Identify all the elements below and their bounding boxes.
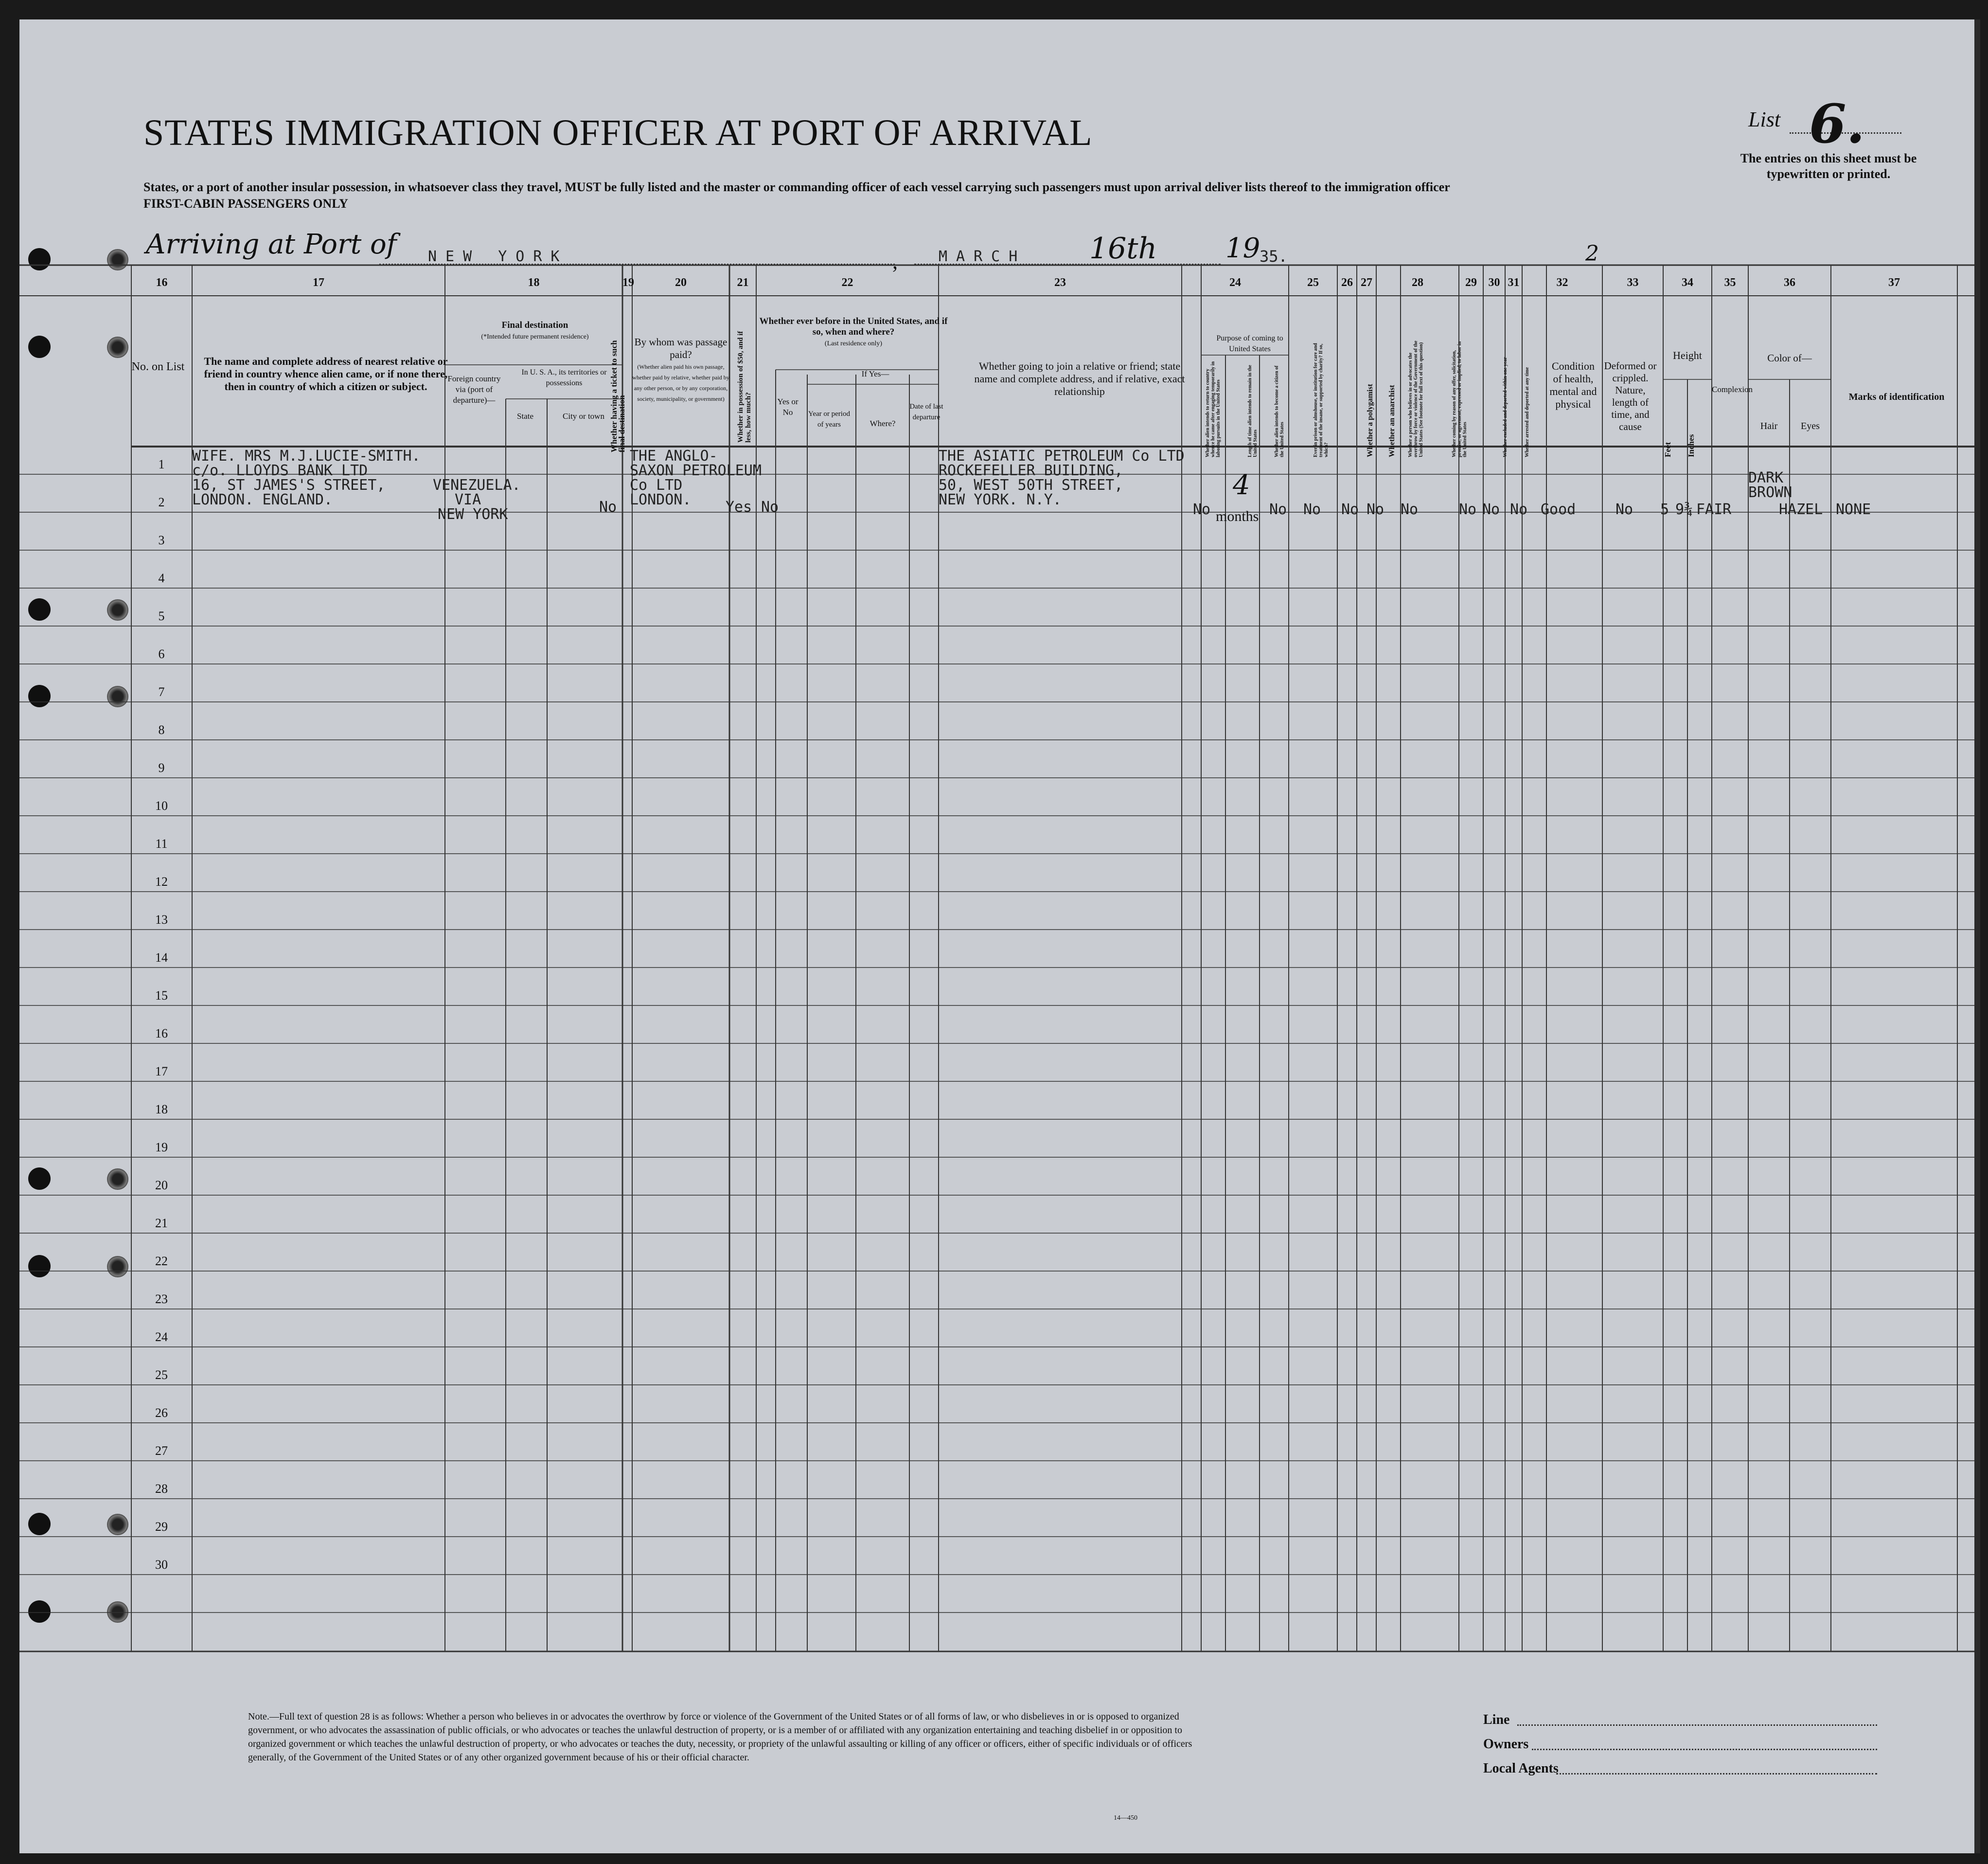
column-number: 36 [1784, 276, 1795, 289]
header-feet: Feet [1663, 442, 1672, 457]
entry-purpose-return: No [1193, 501, 1211, 518]
entry-join-line: NEW YORK. N.Y. [939, 491, 1062, 508]
entry-marks: NONE [1836, 501, 1871, 518]
row-number: 25 [155, 1368, 168, 1382]
row-number: 30 [155, 1558, 168, 1572]
row-number: 28 [155, 1482, 168, 1496]
header-prison: Ever in prison or almshouse, or institution for care and treatment of the insane, or supported by charity? If so, which? [1313, 343, 1329, 457]
entry-hair-line: DARK [1748, 469, 1784, 486]
row-number: 20 [155, 1178, 168, 1192]
passenger-class: FIRST-CABIN PASSENGERS ONLY [143, 197, 348, 211]
column-number: 21 [737, 276, 749, 289]
entry-paid-line: Co LTD [630, 477, 683, 494]
entry-join-line: THE ASIATIC PETROLEUM Co LTD [939, 448, 1185, 465]
day-value: 16th [1089, 232, 1157, 266]
row-number: 1 [158, 457, 165, 471]
row-number: 22 [155, 1254, 168, 1268]
row-number: 19 [155, 1140, 168, 1154]
port-value: NEW YORK [428, 248, 568, 265]
list-number: 6. [1809, 92, 1865, 155]
entries-note: The entries on this sheet must be typewritten or printed. [1740, 151, 1917, 181]
row-number: 14 [155, 950, 168, 965]
header-deformed: Deformed or crippled. Nature, length of time, and cause [1604, 360, 1657, 432]
manifest-sheet [19, 19, 1980, 1853]
row-number: 11 [155, 837, 168, 851]
entry-foreign-line: VIA [455, 491, 481, 508]
row-number: 10 [155, 799, 168, 813]
agents-dots [1556, 1773, 1877, 1774]
header-overthrow: Whether a person who believes in or advocates the overthrow by force or violence of the Government of the United States (See footnote for full text of this question) [1408, 341, 1424, 457]
column-number: 35 [1724, 276, 1736, 289]
row-number: 13 [155, 913, 168, 927]
header-foreign-country: Foreign country via (port of departure)— [447, 374, 501, 405]
entry-citizen: No [1269, 501, 1287, 518]
entry-feet: 5 [1660, 501, 1669, 518]
row-number: 24 [155, 1330, 168, 1344]
header-join-relative: Whether going to join a relative or friend; state name and complete address, and if relative, exact relationship [974, 360, 1185, 397]
year-suffix: 35. [1260, 247, 1288, 266]
entry-ticket: No [599, 499, 617, 516]
header-purpose: Purpose of coming to United States [1216, 334, 1283, 353]
entry-join-line: ROCKEFELLER BUILDING, [939, 462, 1123, 479]
row-number: 8 [158, 723, 165, 737]
entry-relative-line: LONDON. ENGLAND. [192, 491, 333, 508]
entry-relative-line: WIFE. MRS M.J.LUCIE-SMITH. [192, 448, 421, 465]
row-number: 9 [158, 761, 165, 775]
passage-note: (Whether alien paid his own passage, whether paid by relative, whether paid by any other person, or by any corporation, society, municipality, or government) [632, 363, 729, 402]
entry-inches: 9¾ [1675, 501, 1693, 518]
header-state: State [517, 412, 533, 421]
table-grid [19, 19, 1974, 1853]
entry-before: No [761, 499, 779, 516]
entry-length-number: 4 [1233, 469, 1250, 501]
owners-dots [1532, 1749, 1877, 1750]
row-number: 7 [158, 685, 165, 699]
header-citizen: Whether alien intends to become a citizen of the United States [1274, 365, 1285, 457]
header-excluded: Whether excluded and deported within one year [1503, 357, 1508, 457]
header-ticket: Whether having a ticket to such final destination [609, 340, 626, 452]
entry-paid-line: SAXON PETROLEUM [630, 462, 762, 479]
header-before-in-us [759, 316, 948, 349]
column-number: 30 [1488, 276, 1500, 289]
header-length-of-time: Length of time alien intends to remain in the United States [1247, 365, 1258, 457]
before-title: Whether ever before in the United States, and if so, when and where? [759, 316, 948, 337]
row-number: 21 [155, 1216, 168, 1230]
column-number: 33 [1627, 276, 1639, 289]
header-eyes: Eyes [1801, 421, 1820, 431]
list-label: List [1748, 108, 1781, 131]
column-number: 32 [1556, 276, 1568, 289]
passage-title: By whom was passage paid? [634, 336, 728, 360]
header-relative: The name and complete address of nearest relative or friend in country whence alien came, or if none there, then in country of which a citizen or subject. [204, 355, 448, 393]
column-number: 28 [1412, 276, 1423, 289]
entry-complexion: FAIR [1696, 501, 1732, 518]
header-arrested: Whether arrested and deported at any time [1525, 367, 1530, 457]
column-number: 31 [1508, 276, 1520, 289]
header-color: Color of— [1767, 352, 1812, 364]
header-height: Height [1673, 349, 1702, 361]
header-where: Where? [870, 419, 896, 428]
row-number: 23 [155, 1292, 168, 1306]
entry-prison: No [1303, 501, 1321, 518]
column-number: 22 [841, 276, 853, 289]
row-number: 18 [155, 1102, 168, 1116]
entry-offer: No [1459, 501, 1477, 518]
comma: , [892, 250, 898, 273]
column-number: 16 [156, 276, 168, 289]
entry-foreign-line: VENEZUELA. [433, 477, 521, 494]
row-number: 6 [158, 647, 165, 661]
instructions-text: States, or a port of another insular possession, in whatsoever class they travel, MUST be fully listed and the master or commanding officer of each vessel carrying such passengers must upon arrival deliver lists thereof to the immigration officer [143, 180, 1450, 194]
entry-paid-line: LONDON. [630, 491, 692, 508]
row-number: 26 [155, 1406, 168, 1420]
entry-excluded: No [1482, 501, 1500, 518]
line-label: Line [1483, 1712, 1510, 1727]
header-polygamist: Whether a polygamist [1366, 384, 1374, 457]
column-number: 17 [313, 276, 324, 289]
row-number: 12 [155, 875, 168, 889]
row-number: 4 [158, 571, 165, 585]
entry-health: Good [1541, 501, 1576, 518]
header-yes-or-no: Yes or No [777, 397, 799, 417]
line-dots [1517, 1724, 1877, 1726]
header-if-yes: If Yes— [861, 369, 889, 378]
entry-paid-line: THE ANGLO- [630, 448, 718, 465]
row-number: 5 [158, 609, 165, 623]
year-prefix: 19 [1225, 233, 1260, 264]
header-no-on-list: No. on List [131, 360, 185, 373]
entry-anarchist: No [1367, 501, 1384, 518]
page-title: STATES IMMIGRATION OFFICER AT PORT OF ARRIVAL [143, 112, 1093, 153]
column-number: 29 [1465, 276, 1477, 289]
row-number: 16 [155, 1026, 168, 1040]
header-purpose-return: Whether alien intends to return to country whence he came after engaging temporarily in laboring pursuits in the United States [1205, 361, 1221, 457]
column-number: 25 [1307, 276, 1319, 289]
header-money: Whether in possession of $50, and if less, how much? [737, 331, 752, 443]
header-date-departure: Date of last departure [909, 403, 943, 421]
header-final-destination [447, 320, 622, 342]
column-number: 23 [1054, 276, 1066, 289]
entry-arrested: No [1510, 501, 1528, 518]
row-number: 15 [155, 988, 168, 1003]
column-number: 34 [1682, 276, 1693, 289]
header-inches: Inches [1686, 434, 1696, 457]
row-number: 2 [158, 495, 165, 509]
header-passage [632, 336, 729, 404]
column-number: 27 [1361, 276, 1372, 289]
header-city: City or town [563, 412, 604, 421]
entry-length-unit: months [1216, 508, 1259, 524]
row-number: 27 [155, 1444, 168, 1458]
header-complexion: Complexion [1712, 385, 1753, 394]
header-year: Year or period of years [808, 410, 850, 429]
entry-foreign-line: NEW YORK [438, 506, 508, 523]
column-number: 19 [622, 276, 634, 289]
footnote: Note.—Full text of question 28 is as follows: Whether a person who believes in or advocates the overthrow by force or violence of the Government of the United States or of all forms of law, or who disbelieves in or is opposed to organized government, or who advocates the assassination of public officials, or who advocates or teaches the unlawful destruction of property, or is a member of or affiliated with any organization entertaining and teaching disbelief in or opposition to organized government or which teaches the unlawful destruction of property, or who advocates or teaches the duty, necessity, or propriety of the unlawful assaulting or killing of any officer or officers, either of specific individuals or of officers generally, of the Government of the United States or of any other organized government because of his or their official character. [248, 1711, 1192, 1763]
entry-eyes: HAZEL [1779, 501, 1823, 518]
form-number: 14—450 [1114, 1814, 1137, 1822]
header-health: Condition of health, mental and physical [1549, 360, 1597, 410]
column-number: 18 [528, 276, 540, 289]
owners-label: Owners [1483, 1737, 1529, 1752]
entry-polygamist: No [1341, 501, 1359, 518]
entry-overthrow: No [1401, 501, 1419, 518]
row-number: 17 [155, 1064, 168, 1078]
page-reference: 2 [1585, 241, 1599, 266]
entry-relative-line: c/o. LLOYDS BANK LTD [192, 462, 368, 479]
agents-label: Local Agents [1483, 1761, 1559, 1776]
header-usa: In U. S. A., its territories or possessions [521, 368, 607, 387]
header-offer: Whether coming by reason of any offer, solicitation, promise, or agreement, expressed or implied, to labor in the United States [1452, 341, 1468, 457]
entry-money: Yes [726, 499, 752, 516]
entry-relative-line: 16, ST JAMES'S STREET, [192, 477, 386, 494]
entry-deformed: No [1615, 501, 1633, 518]
column-number: 26 [1341, 276, 1353, 289]
header-hair: Hair [1760, 421, 1778, 431]
row-number: 29 [155, 1520, 168, 1534]
final-destination-note: (*Intended future permanent residence) [481, 333, 589, 341]
column-number: 20 [675, 276, 687, 289]
before-note: (Last residence only) [824, 340, 883, 347]
entry-hair-line: BROWN [1748, 484, 1793, 501]
arriving-label: Arriving at Port of [146, 229, 397, 260]
entry-join-line: 50, WEST 50TH STREET, [939, 477, 1123, 494]
header-marks: Marks of identification [1848, 392, 1945, 402]
column-number: 37 [1888, 276, 1900, 289]
month-value: MARCH [939, 248, 1027, 265]
row-number: 3 [158, 533, 165, 547]
header-anarchist: Whether an anarchist [1388, 385, 1396, 457]
column-number: 24 [1229, 276, 1241, 289]
final-destination-title: Final destination [501, 320, 568, 330]
